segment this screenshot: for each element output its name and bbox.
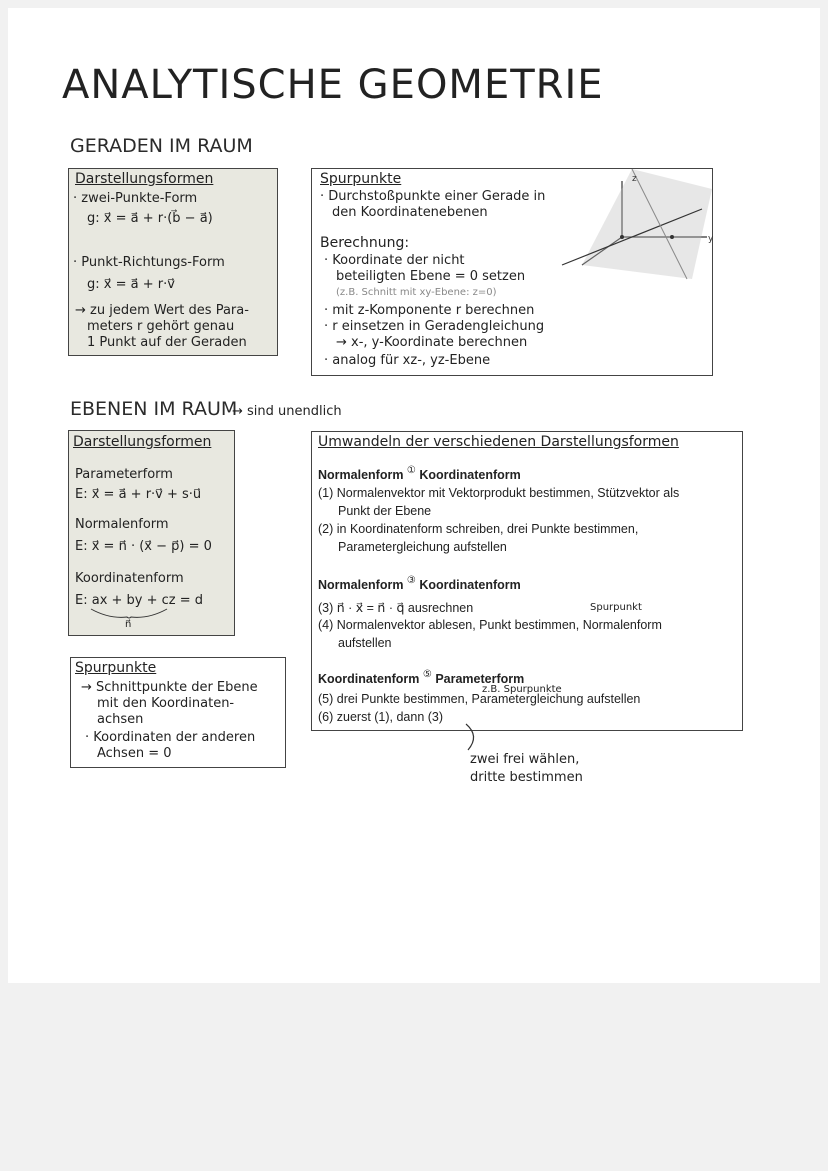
normal-vector-label: n⃗ xyxy=(125,619,132,630)
handwritten-note: dritte bestimmen xyxy=(470,770,583,785)
box-heading: Darstellungsformen xyxy=(73,434,212,450)
text-line: Parametergleichung aufstellen xyxy=(338,540,507,554)
text-line: (1) Normalenvektor mit Vektorprodukt bestimmen, Stützvektor als xyxy=(318,486,680,500)
text-line: meters r gehört genau xyxy=(87,319,235,334)
formula: E: ax + by + cz = d xyxy=(75,593,204,608)
section-heading-ebenen: EBENEN IM RAUM xyxy=(70,398,238,420)
box-heading: Spurpunkte xyxy=(320,171,402,187)
text-line: · Koordinate der nicht xyxy=(324,253,465,268)
formula: E: x⃗ = a⃗ + r·v⃗ + s·u⃗ xyxy=(75,487,202,502)
text-line: · r einsetzen in Geradengleichung xyxy=(324,319,545,334)
text-line: Parameterform xyxy=(75,467,173,482)
section-heading-geraden: GERADEN IM RAUM xyxy=(70,135,253,157)
formula: g: x⃗ = a⃗ + r·(b⃗ − a⃗) xyxy=(87,211,213,226)
text-line: aufstellen xyxy=(338,636,392,650)
text-line: (5) drei Punkte bestimmen, Parametergleichung aufstellen xyxy=(318,692,641,706)
plane-shade xyxy=(582,169,712,279)
text-line: (2) in Koordinatenform schreiben, drei Punkte bestimmen, xyxy=(318,522,639,536)
geraden-spurpunkte-box xyxy=(311,168,713,376)
axis-label-z: z xyxy=(632,174,637,184)
text-line: 1 Punkt auf der Geraden xyxy=(87,335,247,350)
text-line: · Punkt-Richtungs-Form xyxy=(73,255,225,270)
conversion-title: Normalenform ① Koordinatenform xyxy=(318,465,521,482)
formula: E: x⃗ = n⃗ · (x⃗ − p⃗) = 0 xyxy=(75,539,212,554)
spurpunkt-sketch xyxy=(562,169,712,289)
text-line: · analog für xz-, yz-Ebene xyxy=(324,353,491,368)
arrow-label: ③ xyxy=(406,575,416,586)
annotation: Spurpunkt xyxy=(590,602,642,613)
text-line: (3) n⃗ · x⃗ = n⃗ · q⃗ ausrechnen xyxy=(318,601,474,615)
origin-point xyxy=(620,235,624,239)
text-line: (6) zuerst (1), dann (3) xyxy=(318,710,444,724)
section-note: → sind unendlich xyxy=(232,404,342,419)
text-line: → Schnittpunkte der Ebene xyxy=(81,680,258,695)
text-line: Berechnung: xyxy=(320,235,410,251)
text-line: · zwei-Punkte-Form xyxy=(73,191,198,206)
text-line: · Durchstoßpunkte einer Gerade in xyxy=(320,189,546,204)
box-heading: Darstellungsformen xyxy=(75,171,214,187)
page-title: ANALYTISCHE GEOMETRIE xyxy=(62,62,604,108)
axis-label-y: y xyxy=(708,234,714,244)
ebenen-spurpunkte-box xyxy=(70,657,286,768)
text-line: (4) Normalenvektor ablesen, Punkt bestimmen, Normalenform xyxy=(318,618,662,632)
text-line: Achsen = 0 xyxy=(97,746,172,761)
box-heading: Umwandeln der verschiedenen Darstellungsformen xyxy=(318,434,679,450)
trace-point xyxy=(670,235,674,239)
arrow-label: ⑤ xyxy=(422,669,432,680)
ebenen-darstellungsformen-box xyxy=(68,430,235,636)
formula: g: x⃗ = a⃗ + r·v⃗ xyxy=(87,277,175,292)
text-line: → zu jedem Wert des Para- xyxy=(75,303,249,318)
text-line: mit den Koordinaten- xyxy=(97,696,235,711)
text-line: → x-, y-Koordinate berechnen xyxy=(336,335,528,350)
text-line: · Koordinaten der anderen xyxy=(85,730,256,745)
annotation: z.B. Spurpunkte xyxy=(482,684,562,695)
box-heading: Spurpunkte xyxy=(75,660,157,676)
conversion-title: Normalenform ③ Koordinatenform xyxy=(318,575,521,592)
handwritten-note: zwei frei wählen, xyxy=(470,752,580,767)
geraden-darstellungsformen-box xyxy=(68,168,278,356)
umwandeln-box xyxy=(311,431,743,731)
text-line: achsen xyxy=(97,712,144,727)
text-line: beteiligten Ebene = 0 setzen xyxy=(336,269,526,284)
text-line: Koordinatenform xyxy=(75,571,184,586)
text-line: Punkt der Ebene xyxy=(338,504,432,518)
text-line: Normalenform xyxy=(75,517,169,532)
annotation-arrow xyxy=(450,722,490,752)
conversion-title: Koordinatenform ⑤ Parameterform xyxy=(318,669,525,686)
text-line: · mit z-Komponente r berechnen xyxy=(324,303,535,318)
text-line: (z.B. Schnitt mit xy-Ebene: z=0) xyxy=(336,287,497,298)
arrow-label: ① xyxy=(406,465,416,476)
text-line: den Koordinatenebenen xyxy=(332,205,488,220)
